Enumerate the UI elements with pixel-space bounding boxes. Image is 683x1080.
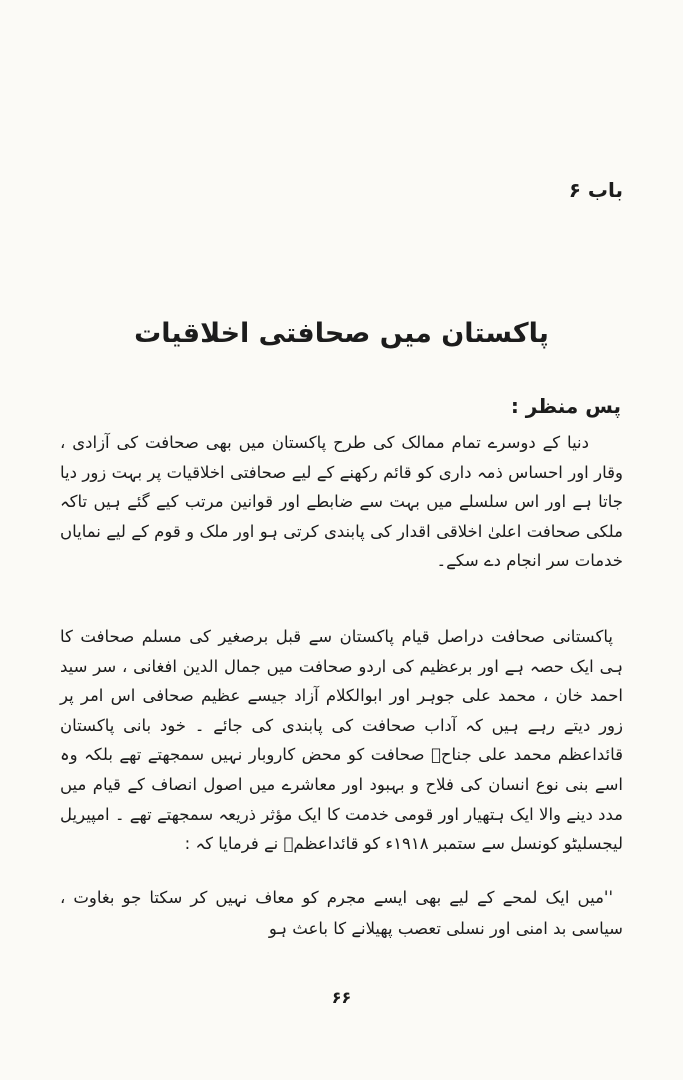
page-number: ۶۶	[331, 988, 352, 1007]
section-heading: پس منظر :	[510, 394, 621, 418]
quotation: ''میں ایک لمحے کے لیے بھی ایسے مجرم کو معاف نہیں کر سکتا جو بغاوت ، سیاسی بد امنی اور نسلی تعصب پھیلانے کا باعث ہو	[60, 888, 623, 938]
chapter-title: پاکستان میں صحافتی اخلاقیات	[134, 318, 549, 349]
paragraph: دنیا کے دوسرے تمام ممالک کی طرح پاکستان میں بھی صحافت کی آزادی ، وقار اور احساس ذمہ داری کو قائم رکھنے کے لیے صحافتی اخلاقیات پر بہت زور دیا جاتا ہے اور اس سلسلے میں بہت سے ضابطے اور قوانین مرتب کیے گئے ہیں تاکہ ملکی صحافت اعلیٰ اخلاقی اقدار کی پابندی کرتی ہو اور ملک و قوم کے لیے نمایاں خدمات سر انجام دے سکے۔	[60, 433, 623, 571]
paragraph: پاکستانی صحافت دراصل قیام پاکستان سے قبل برصغیر کی مسلم صحافت کا ہی ایک حصہ ہے اور برعظیم کی اردو صحافت میں جمال الدین افغانی ، سر سید احمد خان ، محمد علی جوہر اور ابوالکلام آزاد جیسے عظیم صحافی اس امر پر زور دیتے رہے ہیں کہ آداب صحافت کی پابندی کی جائے ۔ خود بانی پاکستان قائداعظم محمد علی جناحؒ صحافت کو محض کاروبار نہیں سمجھتے تھے بلکہ وہ اسے بنی نوع انسان کی فلاح و بہبود اور معاشرے میں اصول انصاف کے قیام میں مدد دینے والا ایک ہتھیار اور قومی خدمت کا ایک مؤثر ذریعہ سمجھتے تھے ۔ امپیریل لیجسلیٹو کونسل سے ستمبر ۱۹۱۸ء کو قائداعظمؒ نے فرمایا کہ :	[60, 627, 623, 854]
chapter-label: باب ۶	[568, 178, 623, 202]
